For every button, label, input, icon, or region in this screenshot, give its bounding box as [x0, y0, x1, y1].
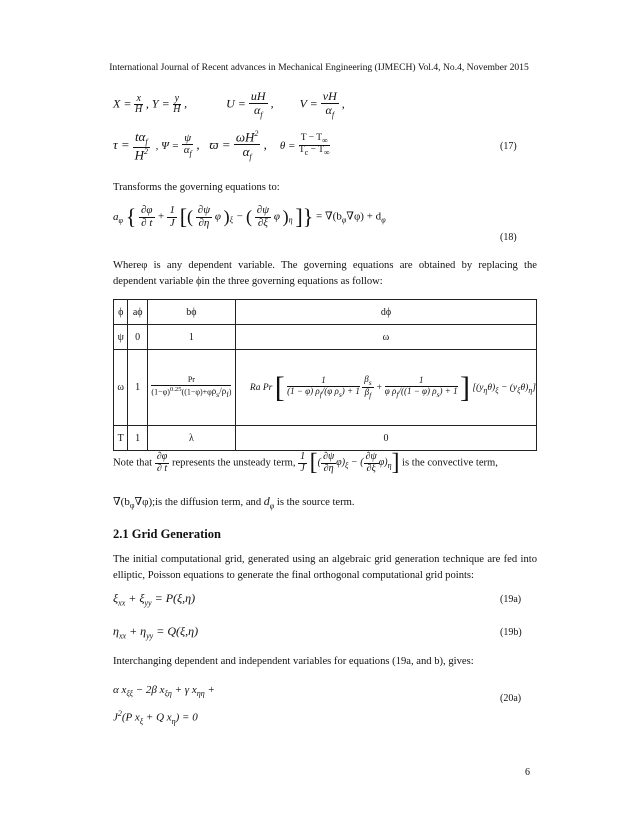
equation-17-line2: τ = $\frac{t\alpha_f}{H^2}$ , Ψ = $\frac{\psi}{\alpha_f}$ , ϖ = $\frac{\omega H^2}{\alpha_f}$ , θ = $\frac{T - T_\infty}{T_c - T_\infty}$ [113, 129, 330, 163]
paragraph-interchange: Interchanging dependent and independent variables for equations (19a, and b), gives: [113, 656, 474, 667]
note-line: Note that $\frac{\partial\varphi}{\partial t}$ represents the unsteady term, $\frac{1}{J}$ [( $\frac{\partial\psi}{\partial\eta}$ $\varphi)_\xi$ − ( $\frac{\partial\psi}{\partial\xi}$ $\varphi)_\eta$] is the convective term, [113, 450, 498, 477]
equation-19b: $\eta_{xx} + \eta_{yy} = Q(\xi,\eta)$ [113, 624, 199, 641]
equation-19a-number: (19a) [500, 594, 522, 605]
equation-19a: $\xi_{xx} + \xi_{yy} = P(\xi,\eta)$ [113, 591, 196, 608]
table-cell: 0 [235, 426, 536, 451]
equation-20a: α $x_{\xi\xi} - 2\beta$ $x_{\xi\eta} + \gamma$ $x_{\eta\eta}$ + $J^2(P$ $x_\xi + Q$ $x_\eta) = 0$ [113, 684, 215, 727]
table-header-cell: aϕ [128, 300, 148, 325]
table-cell: 1 [147, 325, 235, 350]
table-cell: λ [147, 426, 235, 451]
paragraph-grid: The initial computational grid, generated using an algebraic grid generation technique are fed into elliptic, Poisson equations to generate the final orthogonal computational grid points: [113, 554, 537, 581]
table-cell: T [114, 426, 128, 451]
equation-19b-number: (19b) [500, 627, 522, 638]
table-cell: 1 [128, 426, 148, 451]
table-cell: 1 [128, 350, 148, 426]
table-header-cell: bϕ [147, 300, 235, 325]
equation-17-number: (17) [500, 141, 517, 152]
table-header-cell: ϕ [114, 300, 128, 325]
table-cell-source-formula: Ra Pr [ $\frac{1}{(1 - \varphi) \rho_f/(\varphi \rho_s) + 1}$ $\frac{\beta_s}{\beta_f}$ + $\frac{1}{\varphi \rho_f/((1 - \varphi) \rho_s) + 1}$ ] $[(y_\eta\theta)_\xi - (y_\xi\theta)_\eta]$ [235, 350, 536, 426]
page-number: 6 [525, 767, 530, 778]
equation-18: $a_\varphi$ { $\frac{\partial\varphi}{\partial t}$ + $\frac{1}{J}$ [( $\frac{\partial\psi}{\partial\eta}$ φ )$_\xi$ − ( $\frac{\partial\psi}{\partial\xi}$ φ )$_\eta$ ]} = $\nabla(b_\varphi\nabla\varphi) + d_\varphi$ [113, 203, 386, 229]
journal-header: International Journal of Recent advances in Mechanical Engineering (IJMECH) Vol.4, No.4, November 2015 [109, 62, 529, 73]
equation-17-line1: X = $\frac{x}{H}$ , Y = $\frac{y}{H}$ , U = $\frac{uH}{\alpha_f}$ , V = $\frac{vH}{\alpha_f}$ , [113, 89, 345, 119]
equation-20a-number: (20a) [500, 693, 522, 704]
intro-text: Transforms the governing equations to: [113, 182, 280, 193]
table-header-cell: dϕ [235, 300, 536, 325]
table-cell: ω [235, 325, 536, 350]
coefficient-table [113, 299, 537, 451]
table-cell: ψ [114, 325, 128, 350]
table-cell-pr-formula: $\frac{Pr}{(1-\varphi)^{0.25}((1-\varphi)+\varphi\rho_s/\rho_f)}$ [147, 350, 235, 426]
note-line-2: $\nabla(b_\varphi\nabla\varphi);is$ the diffusion term, and $d_\varphi$ is the source term. [113, 494, 355, 511]
table-cell: 0 [128, 325, 148, 350]
paragraph-where: Whereφ is any dependent variable. The governing equations are obtained by replacing the dependent variable ϕin the three governing equations as follow: [113, 260, 537, 287]
table-cell: ω [114, 350, 128, 426]
section-heading: 2.1 Grid Generation [113, 527, 221, 541]
equation-18-number: (18) [500, 232, 517, 243]
